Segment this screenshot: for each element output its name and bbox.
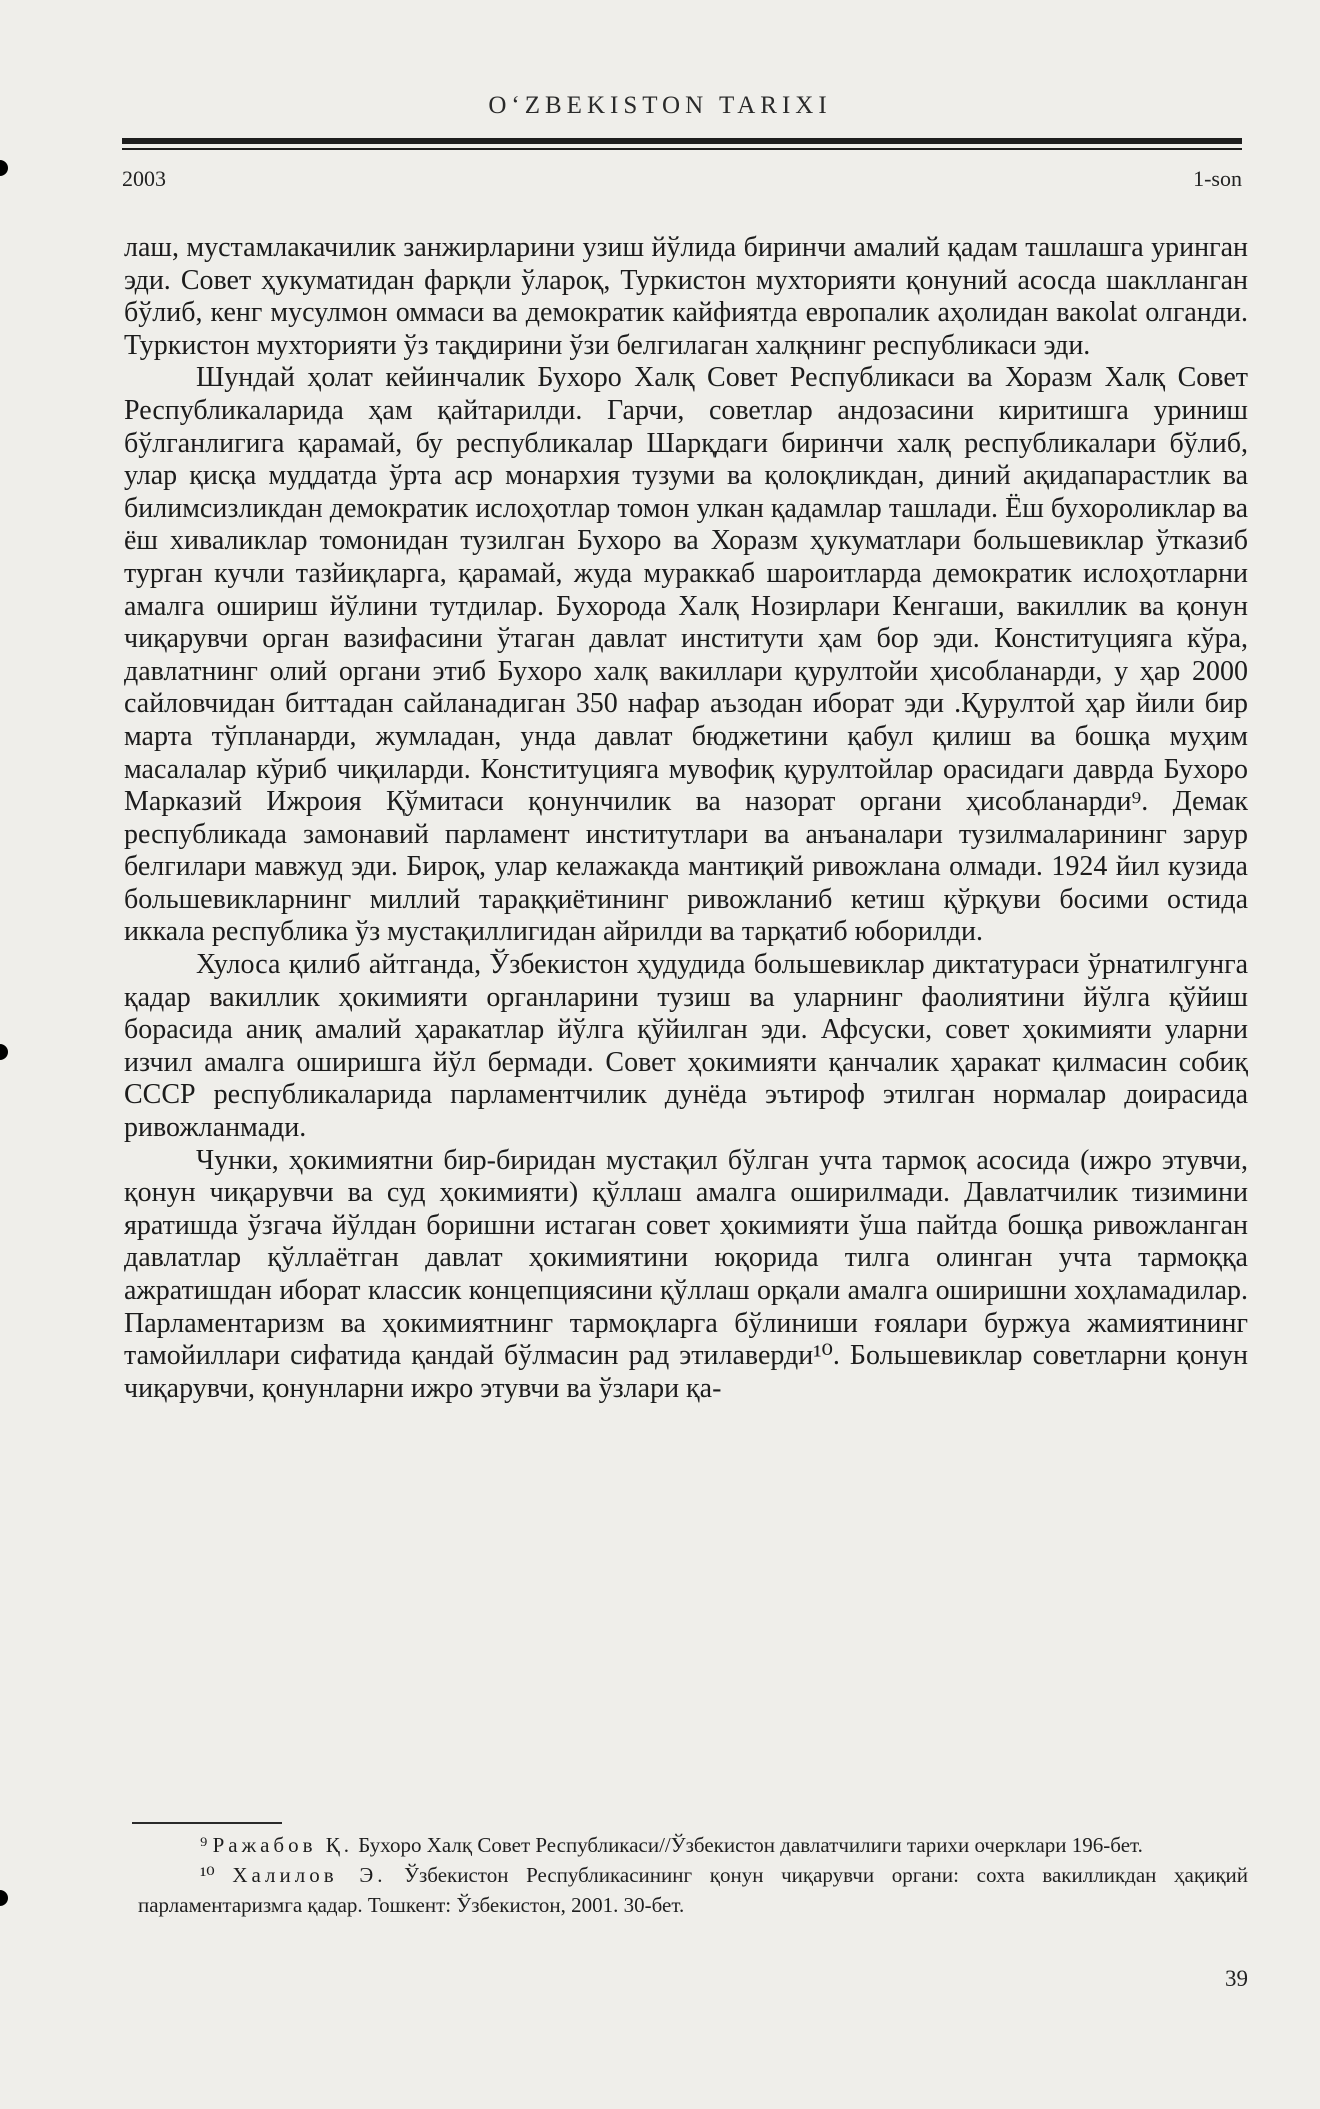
footnotes [138, 1830, 1248, 1920]
article-body [124, 232, 1248, 1405]
header-rule-thick [122, 138, 1242, 144]
binder-hole-middle [0, 1044, 8, 1060]
issue-year: 2003 [122, 166, 166, 191]
paragraph: Чунки, ҳокимиятни бир-биридан мустақил бўлган учта тармоқ асосида (ижро этувчи, қонун чиқарувчи ва суд ҳокимияти) қўллаш амалга оширилмади. Давлатчилик тизимини яратишда ўзгача йўлдан боришни истаган совет ҳокимияти ўша пайтда бошқа ривожланган давлатлар қўллаётган давлат ҳокимиятини юқорида тилга олинган учта тармоққа ажратишдан иборат классик концепциясини қўллаш орқали амалга оширишни хоҳламадилар. Парламентаризм ва ҳокимиятнинг тармоқларга бўлиниши ғоялари буржуа жамиятининг тамойиллари сифатида қандай бўлмасин рад этилаверди¹⁰. Большевиклар советларни қонун чиқарувчи, қонунларни ижро этувчи ва ўзлари қа- [124, 1144, 1248, 1404]
footnote-text: Бухоро Халқ Совет Республикаси//Ўзбекистон давлатчилиги тарихи очерклари 196-бет. [353, 1833, 1143, 1857]
footnote-marker: ⁹ [200, 1833, 208, 1857]
footnote-text: Ўзбекистон Республикасининг қонун чиқарувчи органи: сохта вакилликдан ҳақиқий парламентаризмга қадар. Тошкент: Ўзбекистон, 2001. 30-бет. [138, 1863, 1248, 1917]
header-rule-thin [122, 148, 1242, 150]
footnote-author: Ражабов Қ. [212, 1833, 354, 1857]
binder-hole-top [0, 160, 8, 176]
issue-number: 1-son [1193, 166, 1242, 191]
footnote-separator [132, 1822, 282, 1824]
footnote-marker: ¹⁰ [200, 1863, 215, 1887]
journal-title: O‘ZBEKISTON TARIXI [488, 92, 832, 119]
binder-hole-bottom [0, 1890, 8, 1906]
footnote-author: Халилов Э. [232, 1863, 387, 1887]
paragraph: Хулоса қилиб айтганда, Ўзбекистон ҳудудида большевиклар диктатураси ўрнатилгунга қадар вакиллик ҳокимияти органларини тузиш ва уларнинг фаолиятини йўлга қўйиш борасида аниқ амалий ҳаракатлар йўлга қўйилган эди. Афсуски, совет ҳокимияти уларни изчил амалга оширишга йўл бермади. Совет ҳокимияти қанчалик ҳаракат қилмасин собиқ СССР республикаларида парламентчилик дунёда эътироф этилган нормалар доирасида ривожланмади. [124, 949, 1248, 1144]
paragraph: Шундай ҳолат кейинчалик Бухоро Халқ Совет Республикаси ва Хоразм Халқ Совет Республикаларида ҳам қайтарилди. Гарчи, советлар андозасини киритишга уриниш бўлганлигига қарамай, бу республикалар Шарқдаги биринчи халқ республикалари бўлиб, улар қисқа муддатда ўрта аср монархия тузуми ва қолоқликдан, диний ақидапарастлик ва билимсизликдан демократик ислоҳотлар томон улкан қадамлар ташлади. Ёш бухороликлар ва ёш хиваликлар томонидан тузилган Бухоро ва Хоразм ҳукуматлари большевиклар ўтказиб турган кучли тазйиқларга, қарамай, жуда мураккаб шароитларда демократик ислоҳотларни амалга ошириш йўлини тутдилар. Бухорода Халқ Нозирлари Кенгаши, вакиллик ва қонун чиқарувчи орган вазифасини ўтаган давлат институти ҳам бор эди. Конституцияга кўра, давлатнинг олий органи этиб Бухоро халқ вакиллари қурултойи ҳисобланарди, у ҳар 2000 сайловчидан биттадан сайланадиган 350 нафар аъзодан иборат эди .Қурултой ҳар йили бир марта тўпланарди, жумладан, унда давлат бюджетини қабул қилиш ва бошқа муҳим масалалар кўриб чиқиларди. Конституцияга мувофиқ қурултойлар орасидаги даврда Бухоро Марказий Ижроия Қўмитаси қонунчилик ва назорат органи ҳисобланарди⁹. Демак республикада замонавий парламент институтлари ва анъаналари тузилмаларининг зарур белгилари мавжуд эди. Бироқ, улар келажакда мантиқий ривожлана олмади. 1924 йил кузида большевикларнинг миллий тараққиётининг ривожланиб кетиш қўрқуви босими остида иккала республика ўз мустақиллигидан айрилди ва тарқатиб юборилди. [124, 362, 1248, 948]
footnote-9 [138, 1830, 1248, 1860]
paragraph: лаш, мустамлакачилик занжирларини узиш йўлида биринчи амалий қадам ташлашга уринган эди. Совет ҳукуматидан фарқли ўлароқ, Туркистон мухторияти қонуний асосда шаклланган бўлиб, кенг мусулмон оммаси ва демократик кайфиятда европалик аҳолидан вакolat олганди. Туркистон мухторияти ўз тақдирини ўзи белгилаган халқнинг республикаси эди. [124, 232, 1248, 361]
footnote-10 [138, 1860, 1248, 1920]
page-number: 39 [1225, 1966, 1248, 1991]
